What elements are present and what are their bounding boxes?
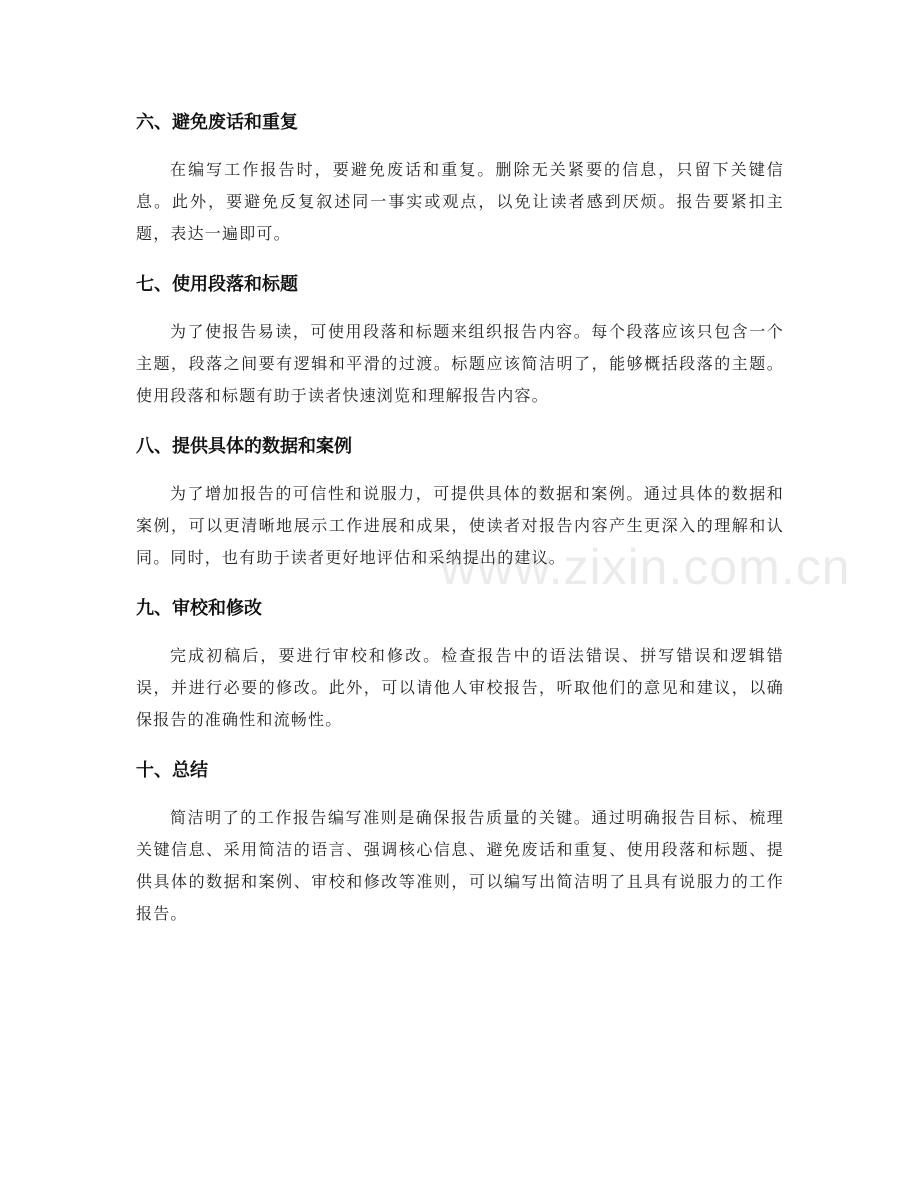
section-heading-6: 六、避免废话和重复 (136, 112, 298, 133)
section-body-10: 简洁明了的工作报告编写准则是确保报告质量的关键。通过明确报告目标、梳理关键信息、采用简洁的语言、强调核心信息、避免废话和重复、使用段落和标题、提供具体的数据和案例、审校和修改等准则，可以编写出简洁明了且具有说服力的工作报告。 (136, 808, 784, 923)
section-body-8: 为了增加报告的可信性和说服力，可提供具体的数据和案例。通过具体的数据和案例，可以更清晰地展示工作进展和成果，使读者对报告内容产生更深入的理解和认同。同时，也有助于读者更好地评估和采纳提出的建议。 (136, 484, 784, 567)
document-content (136, 104, 784, 946)
section-body-6: 在编写工作报告时，要避免废话和重复。删除无关紧要的信息，只留下关键信息。此外，要避免反复叙述同一事实或观点，以免让读者感到厌烦。报告要紧扣主题，表达一遍即可。 (136, 160, 784, 243)
section-heading-7: 七、使用段落和标题 (136, 274, 298, 295)
watermark-text: www.zixin.com.cn (440, 539, 851, 595)
section-heading-8: 八、提供具体的数据和案例 (136, 436, 352, 457)
section-body-9: 完成初稿后，要进行审校和修改。检查报告中的语法错误、拼写错误和逻辑错误，并进行必要的修改。此外，可以请他人审校报告，听取他们的意见和建议，以确保报告的准确性和流畅性。 (136, 646, 784, 729)
section-heading-10: 十、总结 (136, 760, 208, 781)
section-body-7: 为了使报告易读，可使用段落和标题来组织报告内容。每个段落应该只包含一个主题，段落之间要有逻辑和平滑的过渡。标题应该简洁明了，能够概括段落的主题。使用段落和标题有助于读者快速浏览和理解报告内容。 (136, 322, 784, 405)
section-heading-9: 九、审校和修改 (136, 598, 262, 619)
